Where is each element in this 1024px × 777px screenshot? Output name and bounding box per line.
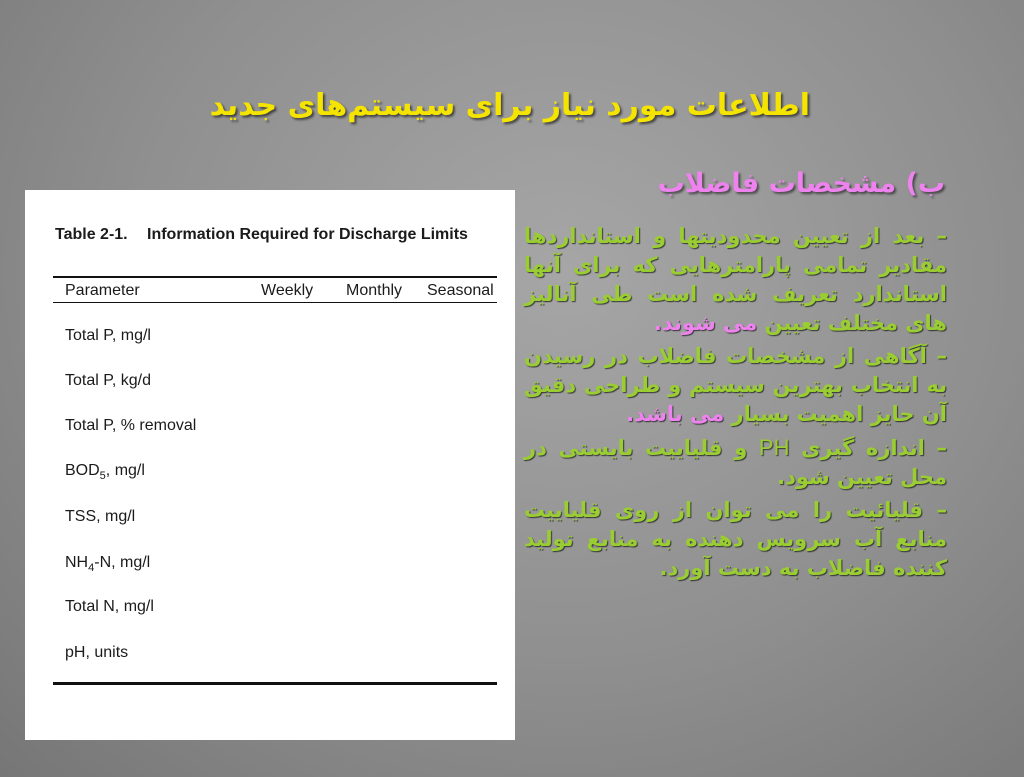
ph-term: PH — [758, 435, 790, 460]
table-row-label: Total P, % removal — [65, 417, 197, 434]
bullet-text: – اندازه گیری — [801, 436, 947, 460]
table-top-rule — [53, 276, 497, 278]
bullet-text: – آگاهی از مشخصات فاضلاب در رسیدن به انتخاب بهترین سیستم و طراحی دقیق آن حایز اهمیت بسیار — [524, 344, 947, 426]
table-title: Information Required for Discharge Limits — [147, 226, 468, 243]
bullet-list — [524, 222, 947, 587]
table-header-rule — [53, 302, 497, 303]
bullet-item — [524, 342, 947, 429]
table-row-label: Total P, kg/d — [65, 372, 151, 389]
bullet-item: – قلیائیت را می توان از روی قلیاییت منابع آب سرویس دهنده به منابع تولید کننده فاضلاب به دست آورد. — [524, 498, 947, 580]
bullet-text: و قلیاییت بایستی در محل تعیین شود. — [524, 436, 947, 489]
row-label-text: -N, mg/l — [94, 554, 151, 571]
slide-subtitle: ب) مشخصات فاضلاب — [657, 168, 945, 199]
table-row-label: Total N, mg/l — [65, 598, 154, 615]
bullet-text-end: می باشد. — [626, 402, 725, 426]
slide-title: اطلاعات مورد نیاز برای سیستم‌های جدید — [209, 88, 810, 123]
bullet-text-end: می شوند. — [653, 311, 758, 335]
column-header-parameter: Parameter — [65, 282, 140, 299]
bullet-text: – بعد از تعیین محدودیتها و استانداردها مقادیر تمامی پارامترهایی که برای آنها استاندارد تعریف شده است طی آنالیز های مختلف تعیین — [524, 224, 947, 335]
row-label-subscript: 5 — [99, 470, 106, 483]
column-header-seasonal: Seasonal — [427, 282, 494, 299]
column-header-monthly: Monthly — [346, 282, 403, 299]
table-row-label: TSS, mg/l — [65, 508, 136, 525]
table-row-label — [65, 462, 145, 482]
row-label-text: , mg/l — [105, 462, 145, 479]
table-image — [25, 190, 515, 740]
row-label-text: NH — [65, 554, 89, 571]
table-row-label: Total P, mg/l — [65, 327, 151, 344]
bullet-item — [524, 433, 947, 492]
table-caption — [55, 226, 495, 244]
table-row-label: pH, units — [65, 644, 129, 661]
table-bottom-rule — [53, 682, 497, 685]
table-row-label — [65, 554, 150, 574]
row-label-subscript: 4 — [88, 562, 95, 575]
bullet-item — [524, 222, 947, 338]
table-number: Table 2-1. — [55, 226, 128, 243]
row-label-text: BOD — [65, 462, 100, 479]
column-header-weekly: Weekly — [261, 282, 314, 299]
